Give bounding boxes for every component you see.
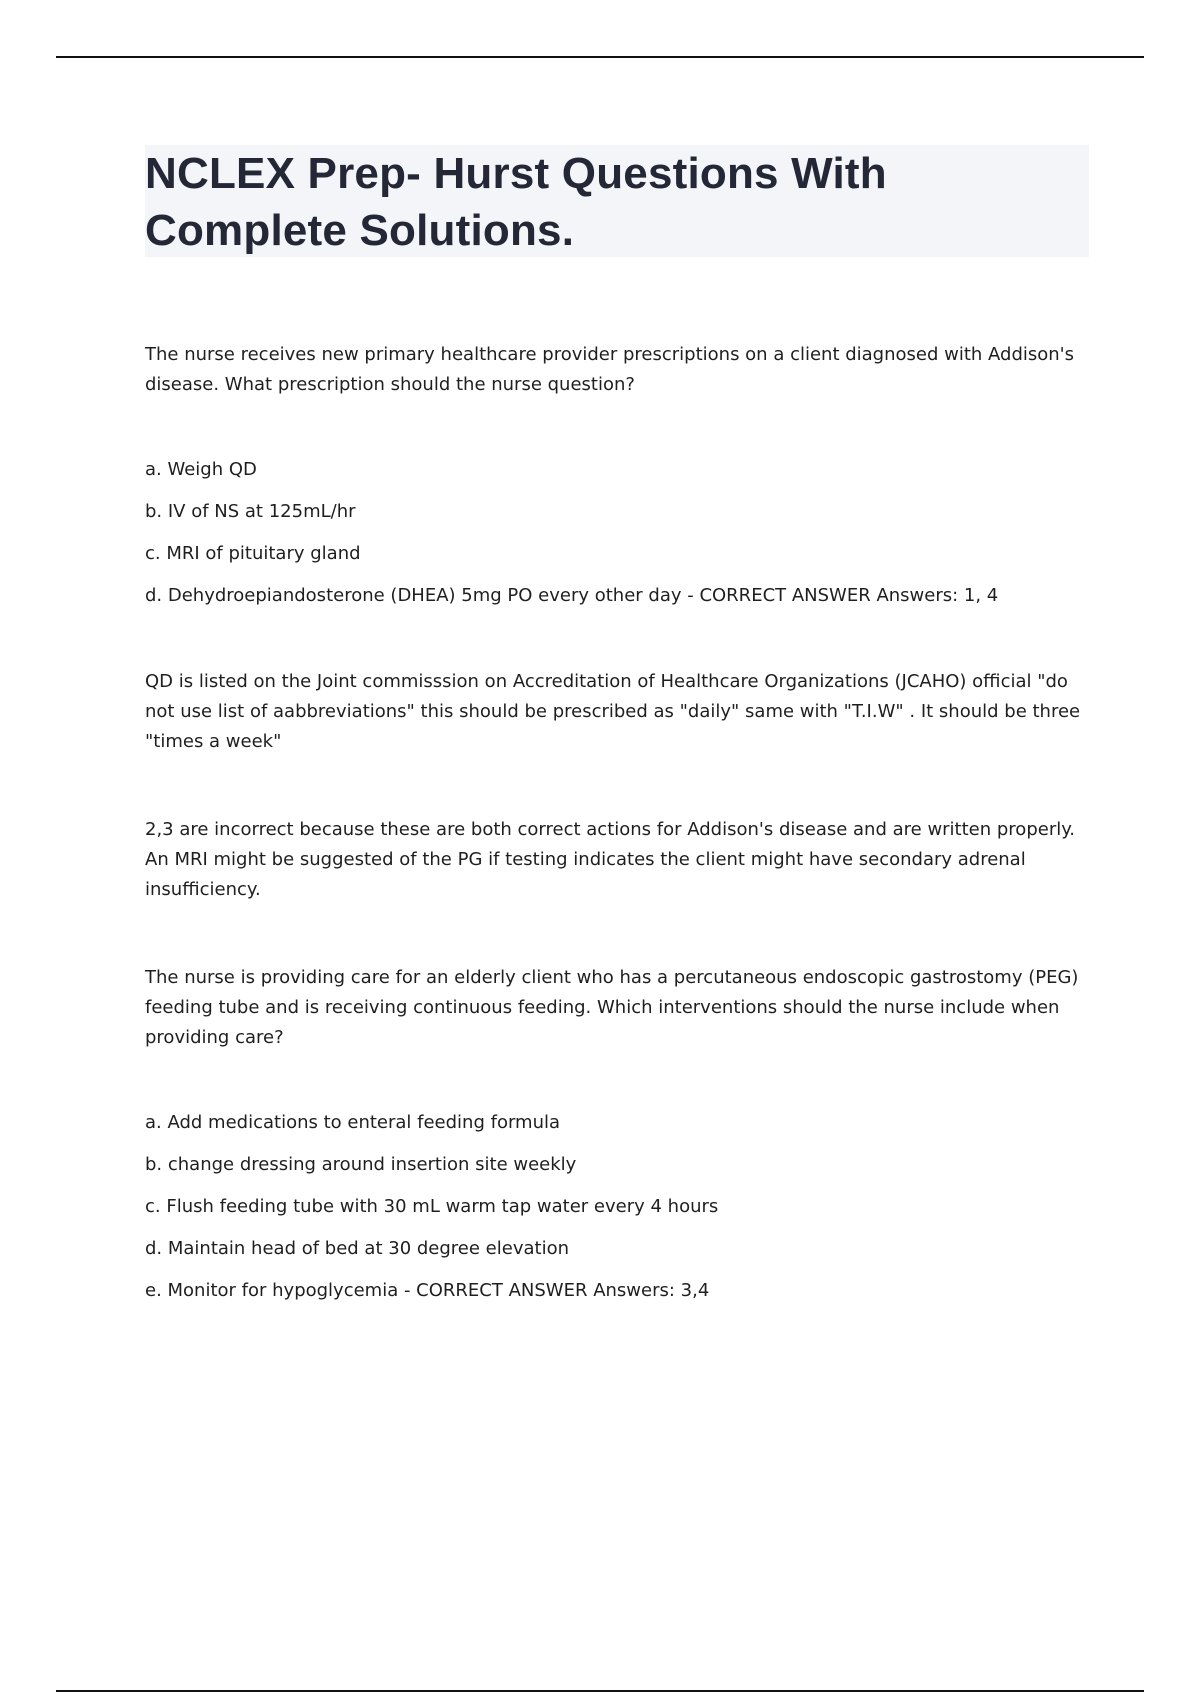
page-title [145,145,1089,259]
title-line-1: NCLEX Prep- Hurst Questions With [145,149,887,198]
q2-option-e: e. Monitor for hypoglycemia - CORRECT ANSWER Answers: 3,4 [145,1280,710,1301]
document-body [145,340,1085,1306]
title-block [145,145,1089,257]
q2-option-b: b. change dressing around insertion site weekly [145,1154,577,1175]
q1-explanation-2: 2,3 are incorrect because these are both correct actions for Addison's disease and are written properly. An MRI might be suggested of the PG if testing indicates the client might have secondary adrenal insufficiency. [145,819,1076,900]
question-2-text: The nurse is providing care for an elderly client who has a percutaneous endoscopic gastrostomy (PEG) feeding tube and is receiving continuous feeding. Which interventions should the nurse include when providing care? [145,967,1079,1048]
q2-option-d: d. Maintain head of bed at 30 degree elevation [145,1238,569,1259]
q2-option-a: a. Add medications to enteral feeding formula [145,1112,561,1133]
bottom-rule [56,1690,1144,1692]
q1-explanation-1: QD is listed on the Joint commisssion on Accreditation of Healthcare Organizations (JCAHO) official "do not use list of aabbreviations" this should be prescribed as "daily" same with "T.I.W" . It should be three "times a week" [145,671,1081,752]
q1-option-c: c. MRI of pituitary gland [145,543,361,564]
top-rule [56,56,1144,58]
question-1-text: The nurse receives new primary healthcare provider prescriptions on a client diagnosed with Addison's disease. What prescription should the nurse question? [145,344,1075,395]
q2-option-c: c. Flush feeding tube with 30 mL warm tap water every 4 hours [145,1196,719,1217]
q1-option-b: b. IV of NS at 125mL/hr [145,501,356,522]
title-line-2: Complete Solutions. [145,206,575,255]
q1-option-a: a. Weigh QD [145,459,257,480]
q1-option-d: d. Dehydroepiandosterone (DHEA) 5mg PO every other day - CORRECT ANSWER Answers: 1, 4 [145,585,999,606]
